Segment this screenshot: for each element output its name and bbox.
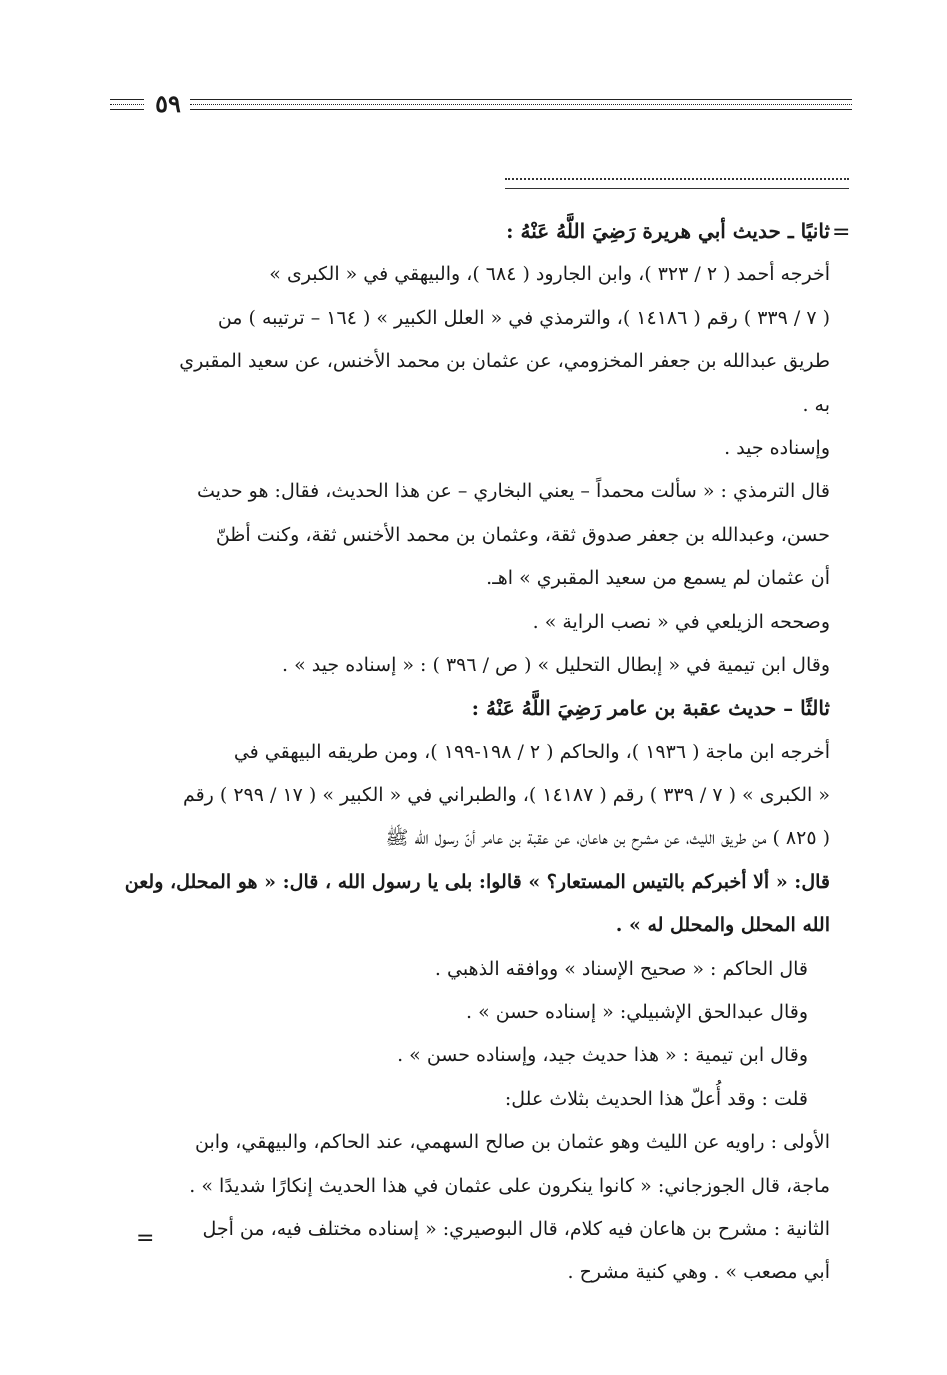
text-line: ( ٧ / ٣٣٩ ) رقم ( ١٤١٨٦ )، والترمذي في « العلل الكبير » ( ١٦٤ – ترتيبه ) من [217, 306, 830, 329]
text-line: أخرجه أحمد ( ٢ / ٣٢٣ )، وابن الجارود ( ٦٨٤ )، والبيهقي في « الكبرى » [269, 263, 830, 286]
text-line: قال الترمذي : « سألت محمداً – يعني البخاري – عن هذا الحديث، فقال: هو حديث [196, 480, 830, 503]
text-line: الأولى : راويه عن الليث وهو عثمان بن صالح السهمي، عند الحاكم، والبيهقي، وابن [195, 1131, 830, 1154]
text-line: أبي مصعب » . وهي كنية مشرح . [567, 1261, 830, 1284]
text-line: ( ٨٢٥ ) من طريق الليث، عن مشرح بن هاعان، عن عقبة بن عامر أنّ رسول الله ﷺ [385, 827, 830, 850]
text-line: « الكبرى » ( ٧ / ٣٣٩ ) رقم ( ١٤١٨٧ )، والطبراني في « الكبير » ( ١٧ / ٢٩٩ ) رقم [182, 784, 830, 807]
continuation-mark-top: = [832, 220, 851, 245]
text-line: طريق عبدالله بن جعفر المخزومي، عن عثمان بن محمد الأخنس، عن سعيد المقبري [179, 350, 830, 373]
text-line: وقال عبدالحق الإشبيلي: « إسناده حسن » . [466, 1001, 808, 1024]
section-heading-abu-hurayra: ثانيًا ـ حديث أبي هريرة رَضِيَ اللَّهُ عَنْهُ : [506, 219, 830, 243]
text-line: الثانية : مشرح بن هاعان فيه كلام، قال البوصيري: « إسناده مختلف فيه، من أجل [202, 1217, 830, 1240]
text-line: ماجة، قال الجوزجاني: « كانوا ينكرون على عثمان في هذا الحديث إنكارًا شديدًا » . [189, 1174, 830, 1197]
text-line: أن عثمان لم يسمع من سعيد المقبري » اهـ. [486, 567, 830, 590]
text-line: وقال ابن تيمية : « هذا حديث جيد، وإسناده حسن » . [397, 1044, 808, 1067]
page-header [110, 89, 852, 121]
page-number: ٥٩ [155, 89, 181, 118]
text-line: قلت : وقد أُعلّ هذا الحديث بثلاث علل: [504, 1087, 808, 1110]
text-line: وقال ابن تيمية في « إبطال التحليل » ( ص / ٣٩٦ ) : « إسناده جيد » . [281, 653, 830, 676]
text-line: قال الحاكم : « صحيح الإسناد » ووافقه الذهبي . [434, 957, 808, 980]
text-line: وصححه الزيلعي في « نصب الراية » . [532, 610, 830, 633]
header-rule-left [110, 99, 144, 113]
hadith-text: الله المحلل والمحلل له » . [615, 914, 830, 937]
text-line: به . [802, 393, 830, 416]
text-line: وإسناده جيد . [724, 436, 830, 459]
continuation-mark-bottom: = [136, 1226, 155, 1251]
section-heading-uqba: ثالثًا – حديث عقبة بن عامر رَضِيَ اللَّهُ عَنْهُ : [471, 696, 830, 721]
footnote-body [120, 210, 830, 1295]
header-rule-right [190, 99, 852, 113]
text-line: أخرجه ابن ماجة ( ١٩٣٦ )، والحاكم ( ٢ / ١٩٨-١٩٩ )، ومن طريقه البيهقي في [233, 740, 830, 763]
hadith-text: قال: « ألا أخبركم بالتيس المستعار؟ » قالوا: بلى يا رسول الله ، قال: « هو المحلل، ولعن [124, 870, 830, 893]
footnote-separator [505, 178, 849, 190]
text-line: حسن، وعبدالله بن جعفر صدوق ثقة، وعثمان بن محمد الأخنس ثقة، وكنت أظنّ [215, 523, 830, 546]
